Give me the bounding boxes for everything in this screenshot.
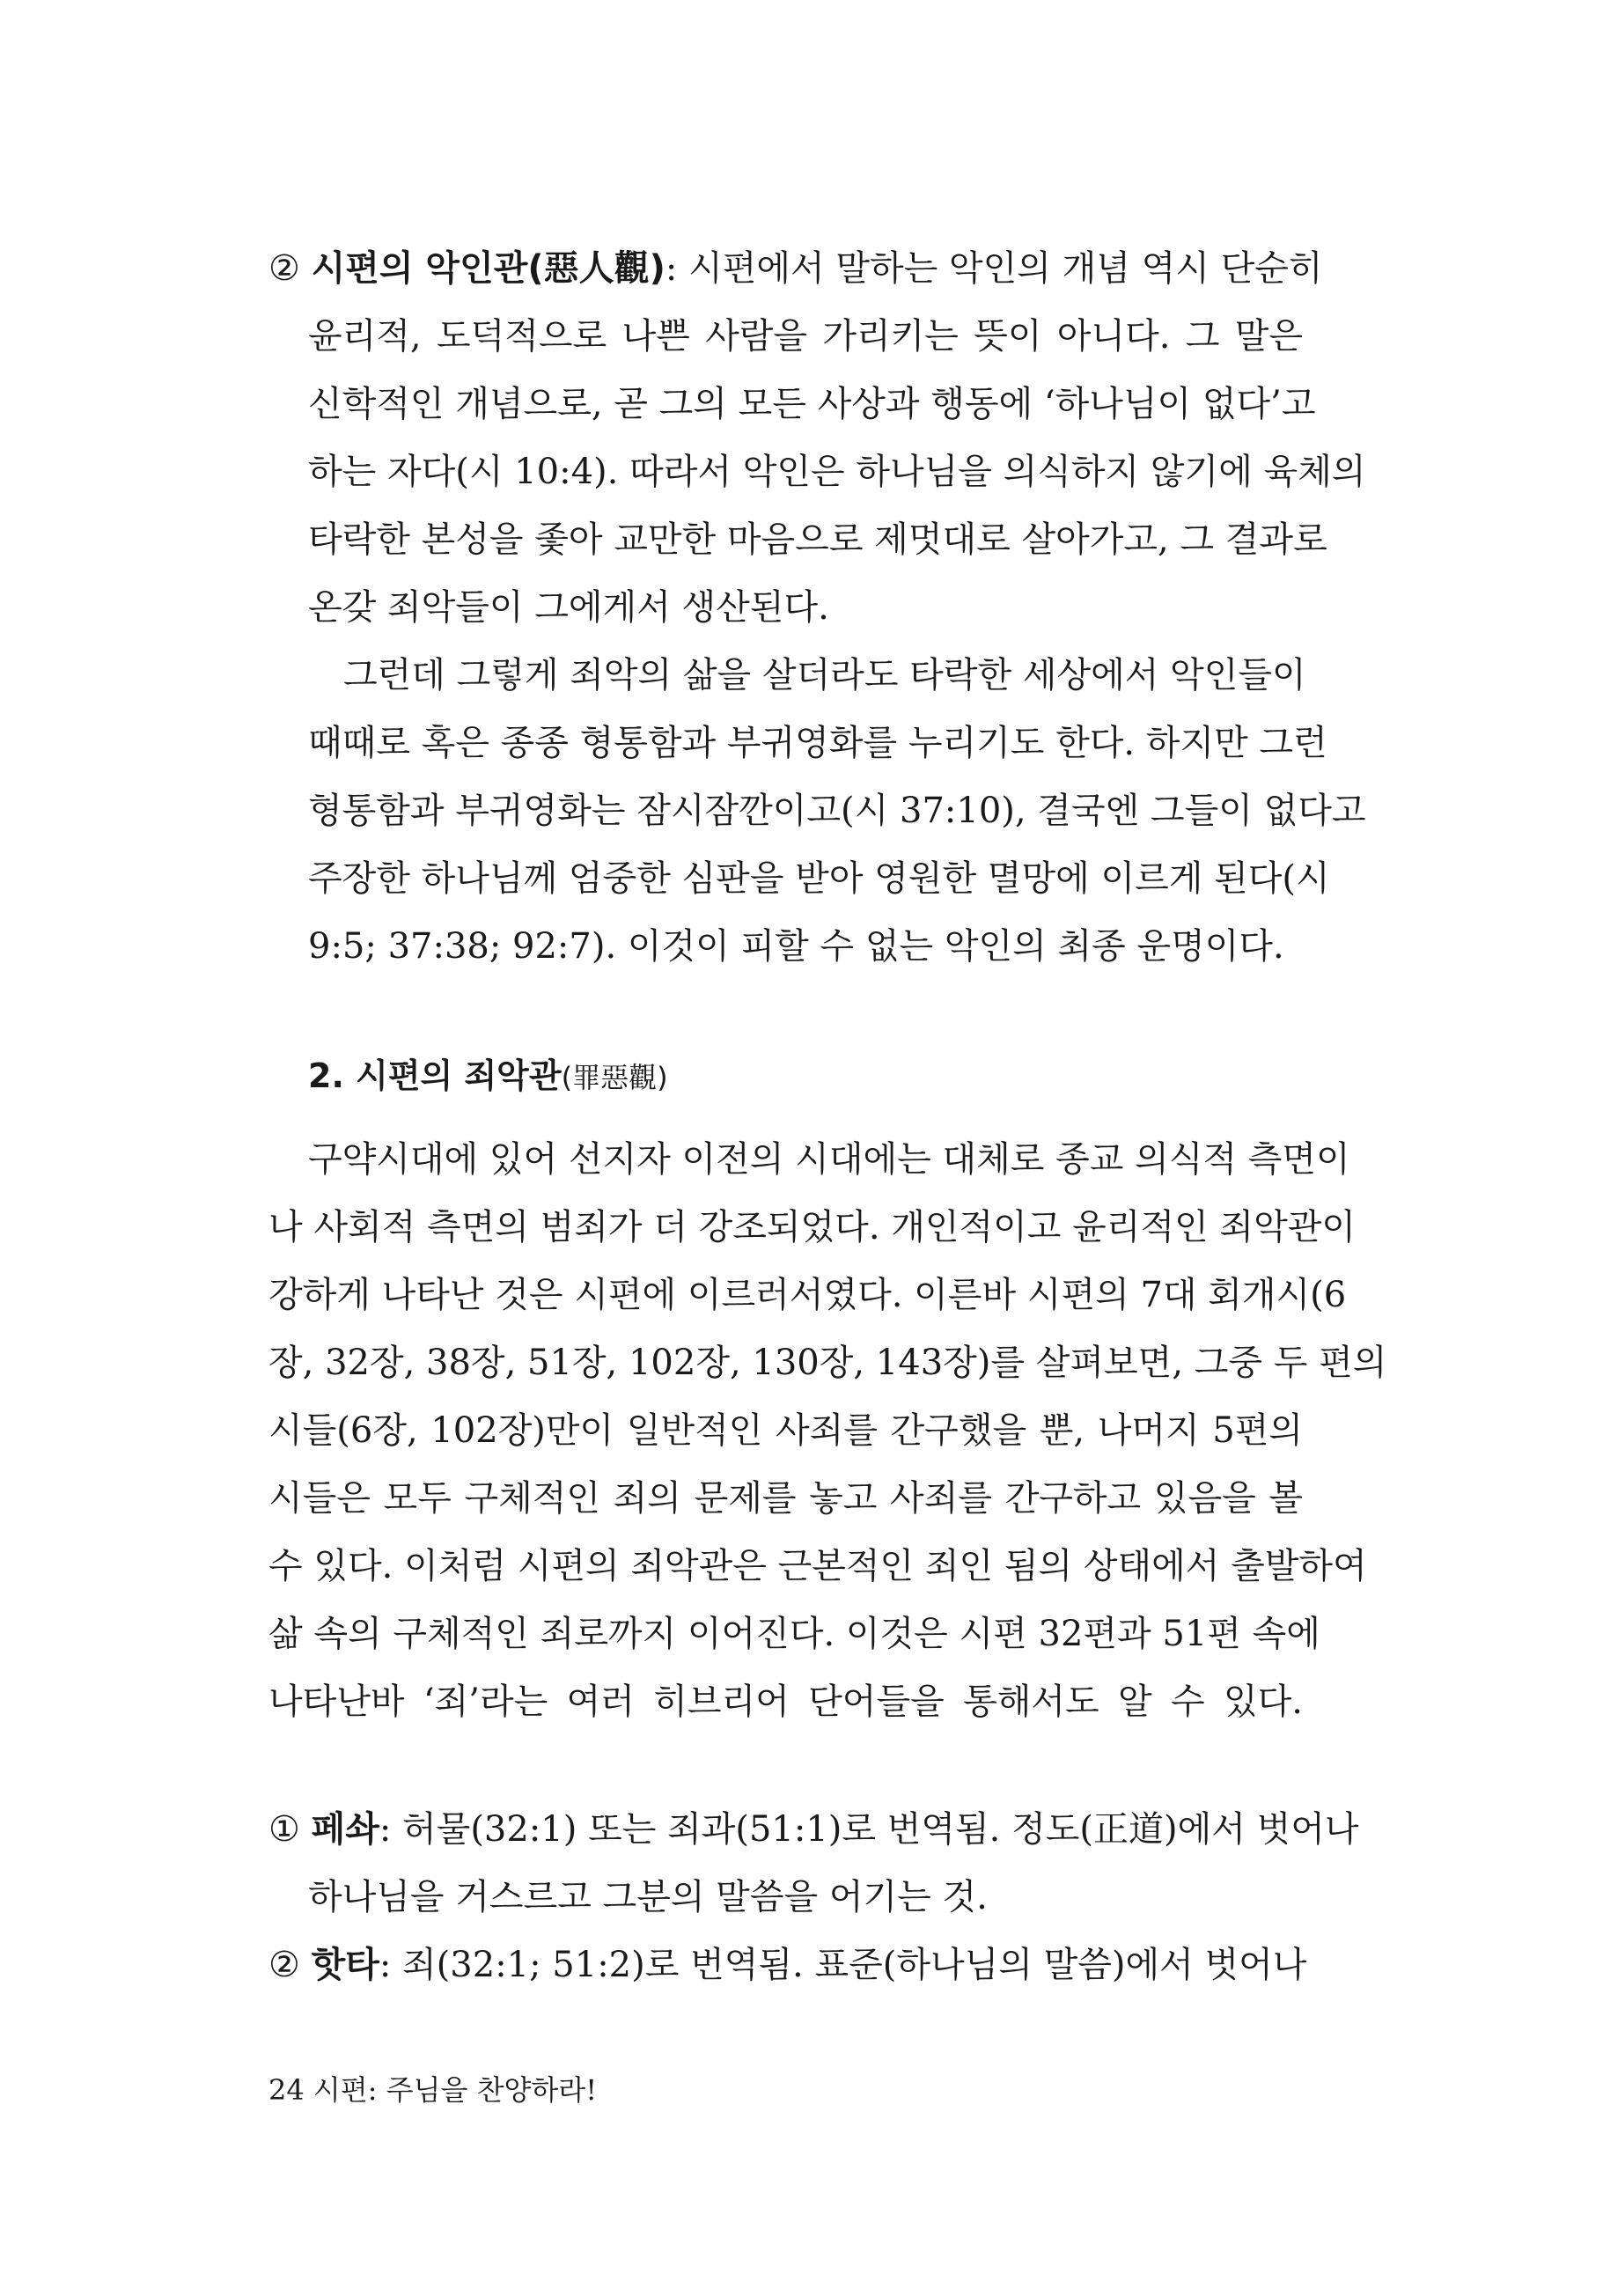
body-line: 타락한 본성을 좇아 교만한 마음으로 제멋대로 살아가고, 그 결과로 xyxy=(308,519,1327,560)
body-line: 강하게 나타난 것은 시편에 이르러서였다. 이른바 시편의 7대 회개시(6 xyxy=(268,1275,1347,1315)
body-line: 신학적인 개념으로, 곧 그의 모든 사상과 행동에 ‘하나님이 없다’고 xyxy=(308,384,1316,424)
item-marker: ① xyxy=(268,1809,300,1850)
body-line: 삶 속의 구체적인 죄로까지 이어진다. 이것은 시편 32편과 51편 속에 xyxy=(268,1614,1320,1654)
item-term: 핫타 xyxy=(311,1945,379,1985)
body-line: 주장한 하나님께 엄중한 심판을 받아 영원한 멸망에 이르게 된다(시 xyxy=(308,858,1330,899)
term-item-1-first-line xyxy=(268,1803,1359,1856)
body-line: 그런데 그렇게 죄악의 삶을 살더라도 타락한 세상에서 악인들이 xyxy=(343,655,1306,695)
body-line: 때때로 혹은 종종 형통함과 부귀영화를 누리기도 한다. 하지만 그런 xyxy=(308,723,1327,763)
body-line: 9:5; 37:38; 92:7). 이것이 피할 수 없는 악인의 최종 운명이다. xyxy=(308,926,1284,967)
section-heading-text: 2. 시편의 죄악관 xyxy=(308,1056,562,1095)
item-text: : 시편에서 말하는 악인의 개념 역시 단순히 xyxy=(665,248,1323,289)
body-line: 하나님을 거스르고 그분의 말씀을 어기는 것. xyxy=(308,1877,988,1917)
item-term: 시편의 악인관(惡人觀) xyxy=(311,248,665,289)
body-line: 수 있다. 이처럼 시편의 죄악관은 근본적인 죄인 됨의 상태에서 출발하여 xyxy=(268,1546,1367,1586)
body-line: 윤리적, 도덕적으로 나쁜 사람을 가리키는 뜻이 아니다. 그 말은 xyxy=(308,316,1303,357)
section-heading-hanja: (罪惡觀) xyxy=(561,1061,668,1094)
item-2-first-line xyxy=(268,242,1323,295)
body-line: 구약시대에 있어 선지자 이전의 시대에는 대체로 종교 의식적 측면이 xyxy=(308,1139,1350,1180)
page-number: 24 xyxy=(268,2073,305,2107)
item-text: : 죄(32:1; 51:2)로 번역됨. 표준(하나님의 말씀)에서 벗어나 xyxy=(379,1945,1307,1985)
body-line: 온갖 죄악들이 그에게서 생산된다. xyxy=(308,587,829,628)
section-heading xyxy=(308,1049,668,1104)
body-line: 하는 자다(시 10:4). 따라서 악인은 하나님을 의식하지 않기에 육체의 xyxy=(308,452,1366,492)
running-title: 시편: 주님을 찬양하라! xyxy=(313,2073,598,2107)
body-line: 형통함과 부귀영화는 잠시잠깐이고(시 37:10), 결국엔 그들이 없다고 xyxy=(308,791,1366,831)
body-line: 시들은 모두 구체적인 죄의 문제를 놓고 사죄를 간구하고 있음을 볼 xyxy=(268,1478,1303,1519)
item-marker: ② xyxy=(268,1945,300,1985)
body-line: 나타난바 ‘죄’라는 여러 히브리어 단어들을 통해서도 알 수 있다. xyxy=(268,1682,1303,1722)
page-footer xyxy=(268,2071,597,2109)
body-line: 장, 32장, 38장, 51장, 102장, 130장, 143장)를 살펴보면, 그중 두 편의 xyxy=(268,1343,1387,1383)
item-marker: ② xyxy=(268,248,300,289)
body-line: 시들(6장, 102장)만이 일반적인 사죄를 간구했을 뿐, 나머지 5편의 xyxy=(268,1410,1303,1451)
item-text: : 허물(32:1) 또는 죄과(51:1)로 번역됨. 정도(正道)에서 벗어나 xyxy=(379,1809,1359,1850)
term-item-2-first-line xyxy=(268,1939,1307,1991)
body-line: 나 사회적 측면의 범죄가 더 강조되었다. 개인적이고 윤리적인 죄악관이 xyxy=(268,1207,1356,1247)
item-term: 페솨 xyxy=(311,1809,379,1850)
